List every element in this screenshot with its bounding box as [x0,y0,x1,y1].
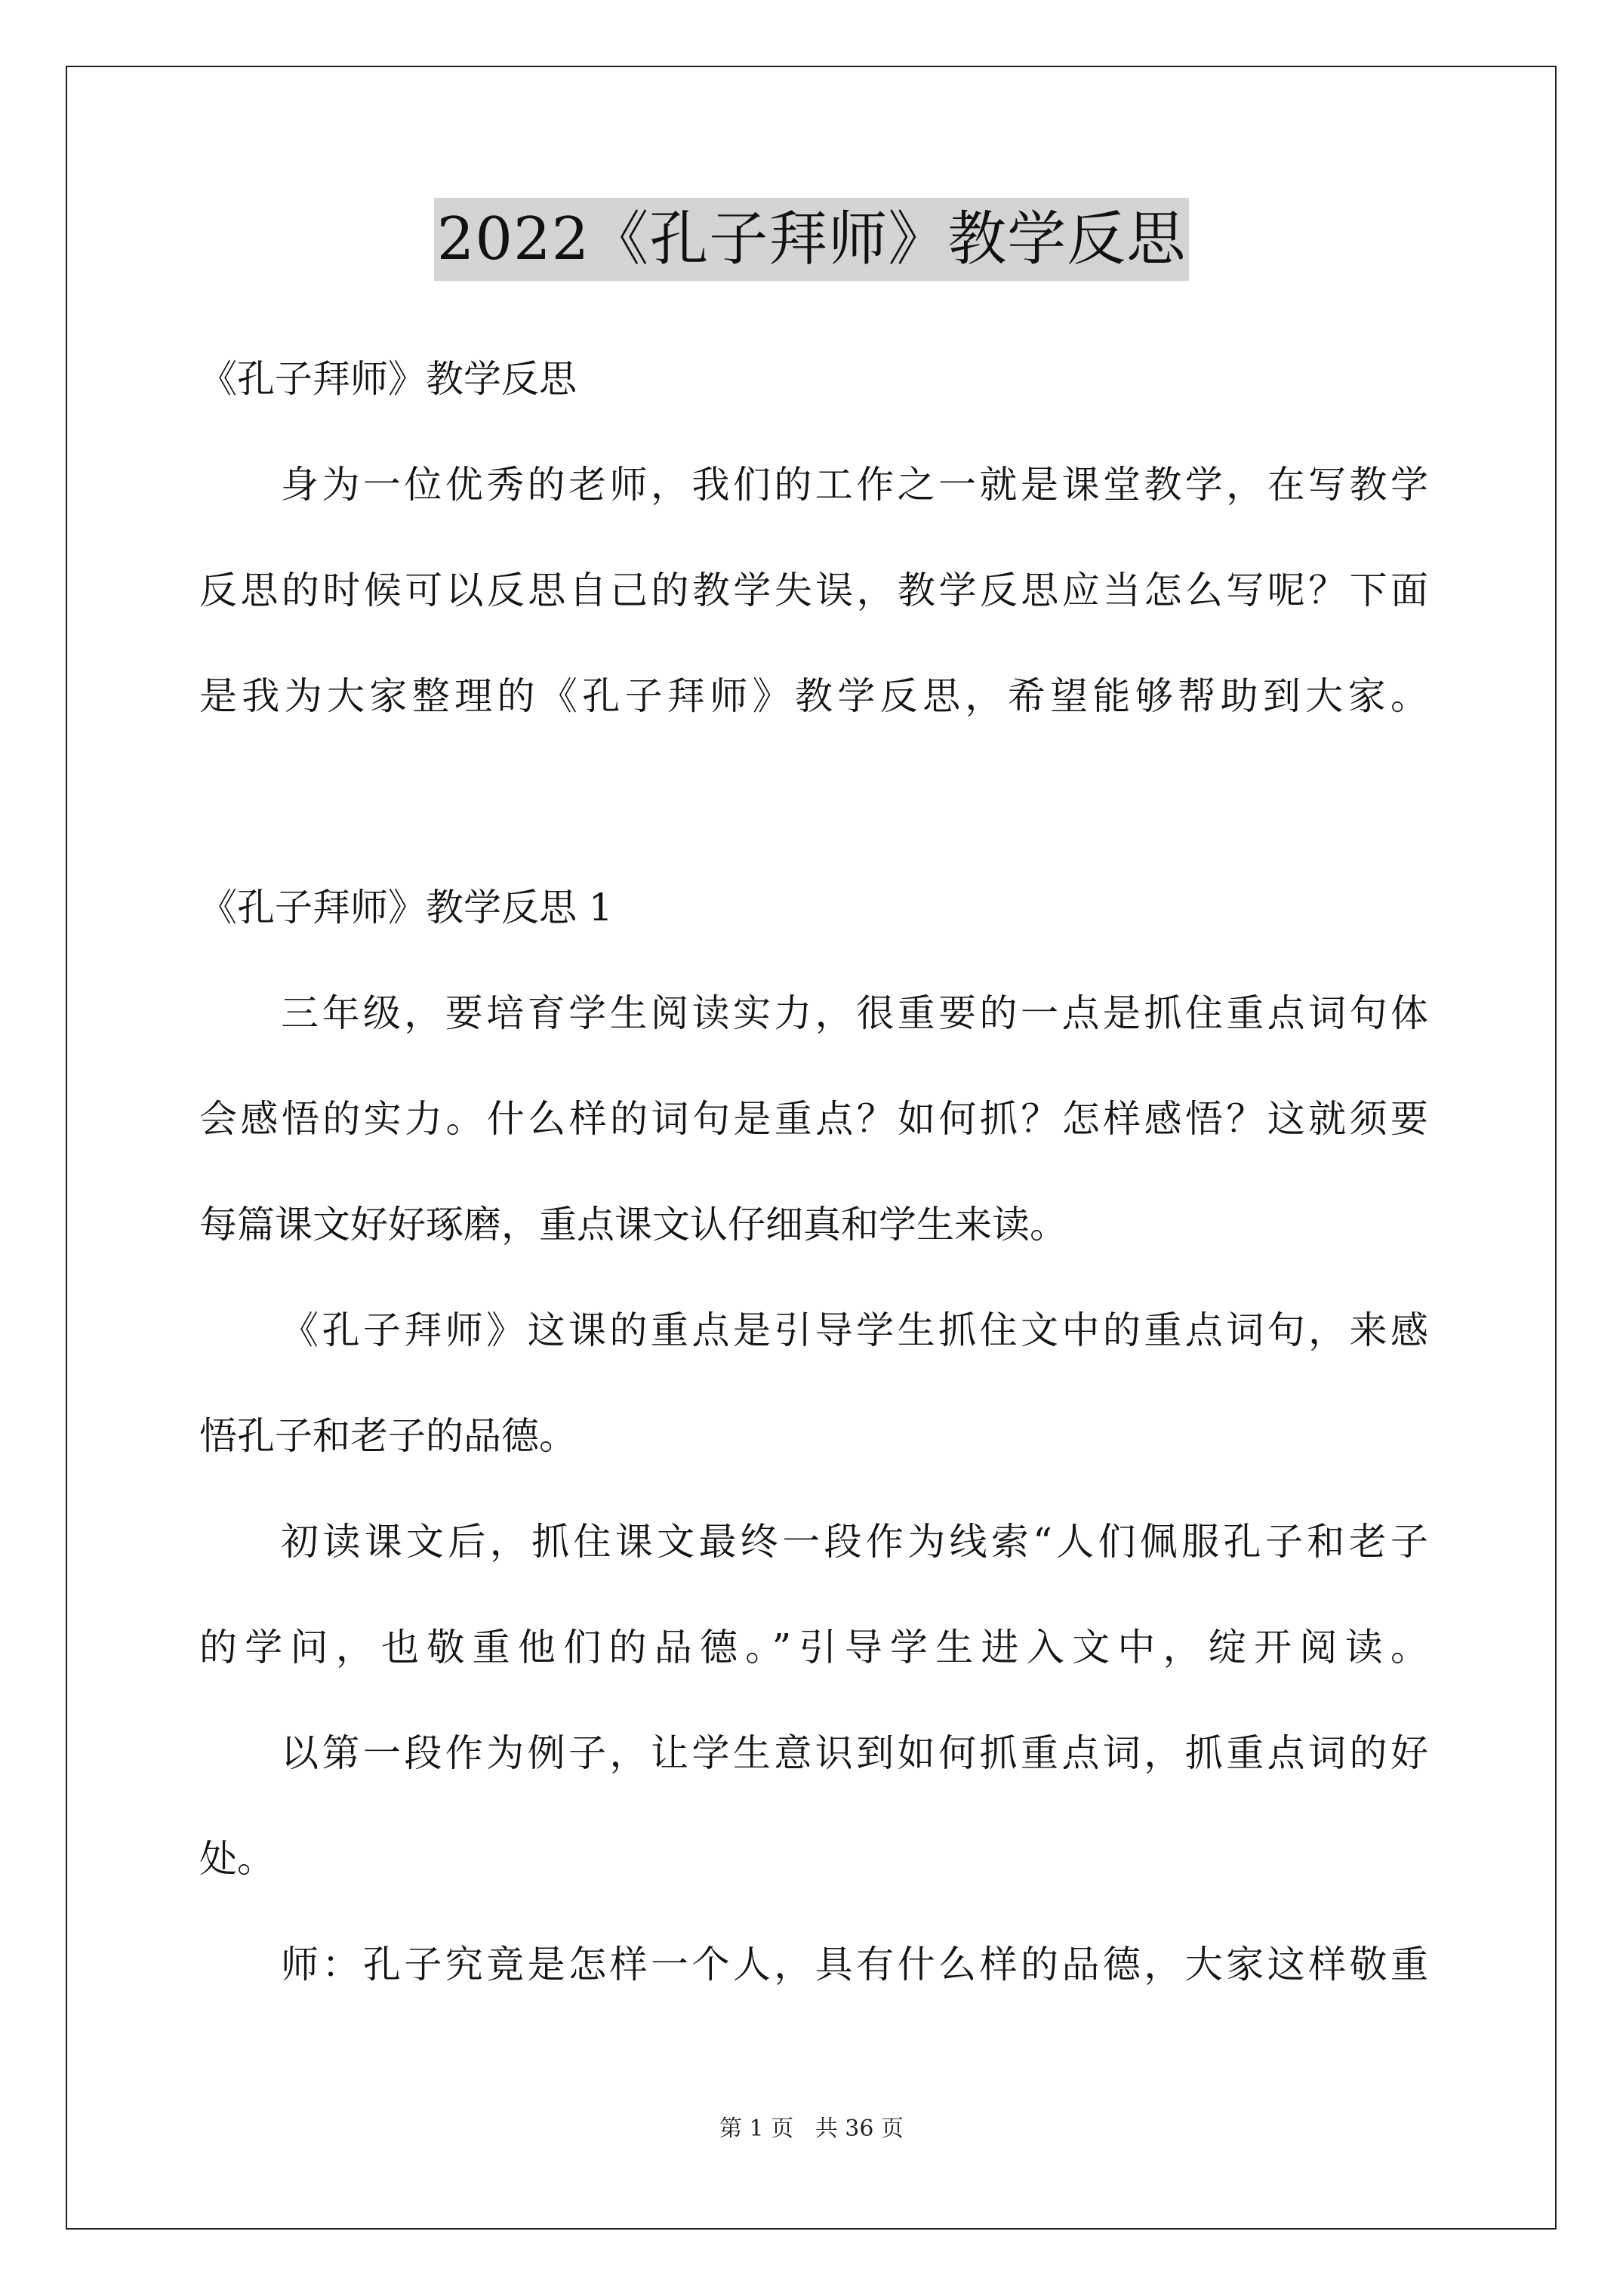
paragraph-line: 的学问，也敬重他们的品德。”引导学生进入文中，绽开阅读。 [199,1626,1428,1669]
paragraph-line: 每篇课文好好琢磨，重点课文认仔细真和学生来读。 [199,1203,1067,1247]
paragraph-line: 身为一位优秀的老师，我们的工作之一就是课堂教学，在写教学 [281,463,1428,507]
document-title: 2022《孔子拜师》教学反思 [434,198,1190,281]
paragraph-line: 处。 [199,1837,275,1881]
paragraph-line: 师：孔子究竟是怎样一个人，具有什么样的品德，大家这样敬重 [281,1943,1428,1986]
paragraph-line: 反思的时候可以反思自己的教学失误，教学反思应当怎么写呢？下面 [199,569,1428,612]
section-heading: 《孔子拜师》教学反思 1 [199,886,613,929]
page-footer: 第 1 页 共 36 页 [719,2116,904,2142]
paragraph-line: 以第一段作为例子，让学生意识到如何抓重点词，抓重点词的好 [281,1731,1428,1775]
paragraph-line: 初读课文后，抓住课文最终一段作为线索“人们佩服孔子和老子 [281,1520,1428,1564]
paragraph-line: 《孔子拜师》这课的重点是引导学生抓住文中的重点词句，来感 [281,1308,1428,1352]
paragraph-line: 三年级，要培育学生阅读实力，很重要的一点是抓住重点词句体 [281,991,1428,1035]
section-heading: 《孔子拜师》教学反思 [199,357,577,401]
title-container [0,198,1623,281]
paragraph-line: 会感悟的实力。什么样的词句是重点？如何抓？怎样感悟？这就须要 [199,1097,1428,1141]
paragraph-line: 是我为大家整理的《孔子拜师》教学反思，希望能够帮助到大家。 [199,674,1428,718]
paragraph-line: 悟孔子和老子的品德。 [199,1414,577,1458]
